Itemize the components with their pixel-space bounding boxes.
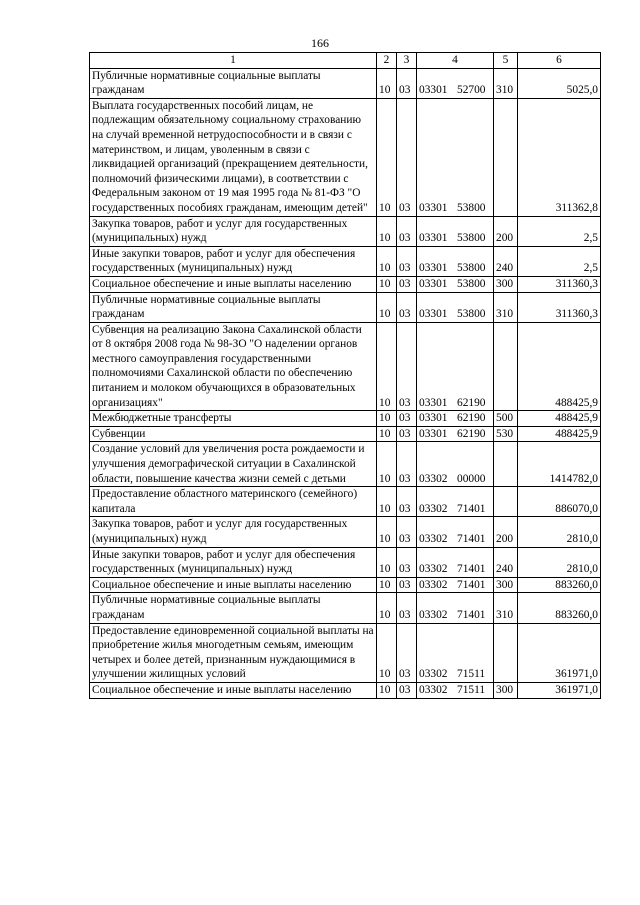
row-target-code-program: 03302 (419, 578, 448, 591)
row-target-code-item: 71511 (457, 668, 486, 681)
table-body (90, 68, 601, 698)
table-row (90, 593, 601, 623)
row-name: Иные закупки товаров, работ и услуг для обеспечения государственных (муниципальных) нужд (90, 547, 377, 577)
row-subsection: 03 (397, 68, 417, 98)
row-subsection: 03 (397, 623, 417, 682)
row-target-code-program: 03301 (419, 308, 448, 321)
row-expense-type: 310 (494, 68, 518, 98)
row-target-code-program: 03301 (419, 412, 448, 425)
row-subsection: 03 (397, 216, 417, 246)
row-name: Межбюджетные трансферты (90, 411, 377, 427)
row-subsection: 03 (397, 593, 417, 623)
row-expense-type: 300 (494, 577, 518, 593)
row-target-code (417, 487, 494, 517)
row-amount: 488425,9 (518, 322, 601, 411)
row-target-code (417, 426, 494, 442)
row-target-code-program: 03302 (419, 472, 448, 485)
table-row (90, 322, 601, 411)
row-target-code-item: 53800 (457, 262, 486, 275)
row-target-code (417, 517, 494, 547)
row-name: Выплата государственных пособий лицам, не подлежащим обязательному социальному страхованию на случай временной нетрудоспособности и в связи с материнством, и лицам, уволенным в связи с ликвидацией организаций (прекращением деятельности, полномочий физическими лицами), в соответствии с Федеральным законом от 19 мая 1995 года № 81-ФЗ "О государственных пособиях гражданам, имеющим детей" (90, 98, 377, 216)
row-amount: 488425,9 (518, 411, 601, 427)
row-amount: 311360,3 (518, 276, 601, 292)
row-target-code (417, 68, 494, 98)
row-section: 10 (377, 547, 397, 577)
row-target-code-item: 52700 (457, 84, 486, 97)
table-row (90, 547, 601, 577)
row-target-code (417, 216, 494, 246)
row-amount: 886070,0 (518, 487, 601, 517)
row-name: Закупка товаров, работ и услуг для государственных (муниципальных) нужд (90, 216, 377, 246)
row-section: 10 (377, 68, 397, 98)
row-target-code-item: 71511 (457, 683, 486, 696)
row-amount: 2,5 (518, 246, 601, 276)
row-target-code (417, 411, 494, 427)
row-subsection: 03 (397, 442, 417, 487)
row-section: 10 (377, 426, 397, 442)
row-section: 10 (377, 442, 397, 487)
row-target-code-item: 71401 (457, 502, 486, 515)
row-target-code (417, 98, 494, 216)
row-target-code-item: 71401 (457, 563, 486, 576)
row-section: 10 (377, 216, 397, 246)
row-target-code-item: 71401 (457, 578, 486, 591)
row-amount: 311360,3 (518, 292, 601, 322)
row-target-code-program: 03301 (419, 427, 448, 440)
row-target-code (417, 623, 494, 682)
row-target-code (417, 276, 494, 292)
row-subsection: 03 (397, 547, 417, 577)
row-target-code-program: 03302 (419, 608, 448, 621)
row-amount: 361971,0 (518, 682, 601, 698)
table-row (90, 276, 601, 292)
row-subsection: 03 (397, 577, 417, 593)
row-subsection: 03 (397, 246, 417, 276)
row-subsection: 03 (397, 292, 417, 322)
row-target-code-program: 03302 (419, 502, 448, 515)
row-amount: 883260,0 (518, 577, 601, 593)
row-target-code-program: 03302 (419, 533, 448, 545)
row-amount: 1414782,0 (518, 442, 601, 487)
row-name: Предоставление единовременной социальной выплаты на приобретение жилья многодетным семьям, имеющим четырех и более детей, признанным нуждающимися в улучшении жилищных условий (90, 623, 377, 682)
row-target-code-program: 03302 (419, 683, 448, 696)
table-row (90, 246, 601, 276)
row-name: Субвенция на реализацию Закона Сахалинской области от 8 октября 2008 года № 98-ЗО "О наделении органов местного самоуправления государственными полномочиями Сахалинской области по обеспечению питанием и молоком обучающихся в образовательных организациях" (90, 322, 377, 411)
row-expense-type (494, 623, 518, 682)
row-target-code (417, 442, 494, 487)
table-row (90, 442, 601, 487)
row-name: Социальное обеспечение и иные выплаты населению (90, 276, 377, 292)
table-row (90, 517, 601, 547)
row-amount: 5025,0 (518, 68, 601, 98)
row-target-code-program: 03301 (419, 262, 448, 275)
row-name: Субвенции (90, 426, 377, 442)
row-expense-type: 200 (494, 517, 518, 547)
table-row (90, 68, 601, 98)
row-amount: 2,5 (518, 216, 601, 246)
row-target-code-program: 03301 (419, 201, 448, 214)
header-col-5: 5 (494, 53, 518, 69)
row-name: Социальное обеспечение и иные выплаты населению (90, 682, 377, 698)
table-row (90, 98, 601, 216)
table-row (90, 682, 601, 698)
row-target-code-program: 03302 (419, 563, 448, 576)
row-section: 10 (377, 322, 397, 411)
budget-table (89, 52, 601, 699)
row-target-code-program: 03301 (419, 84, 448, 97)
row-section: 10 (377, 682, 397, 698)
row-expense-type (494, 442, 518, 487)
row-target-code (417, 292, 494, 322)
row-expense-type: 310 (494, 593, 518, 623)
row-target-code (417, 322, 494, 411)
row-subsection: 03 (397, 98, 417, 216)
row-target-code (417, 577, 494, 593)
row-expense-type: 530 (494, 426, 518, 442)
row-target-code (417, 246, 494, 276)
row-section: 10 (377, 623, 397, 682)
row-expense-type: 310 (494, 292, 518, 322)
header-col-2: 2 (377, 53, 397, 69)
row-target-code (417, 682, 494, 698)
row-section: 10 (377, 577, 397, 593)
row-name: Публичные нормативные социальные выплаты гражданам (90, 68, 377, 98)
row-name: Иные закупки товаров, работ и услуг для обеспечения государственных (муниципальных) нужд (90, 246, 377, 276)
header-col-6: 6 (518, 53, 601, 69)
row-target-code-item: 53800 (457, 277, 486, 290)
row-expense-type: 240 (494, 246, 518, 276)
row-subsection: 03 (397, 426, 417, 442)
row-amount: 883260,0 (518, 593, 601, 623)
row-target-code-item: 62190 (457, 412, 486, 425)
row-expense-type (494, 98, 518, 216)
row-expense-type: 300 (494, 682, 518, 698)
row-subsection: 03 (397, 517, 417, 547)
row-expense-type (494, 487, 518, 517)
row-section: 10 (377, 292, 397, 322)
row-target-code (417, 547, 494, 577)
row-amount: 361971,0 (518, 623, 601, 682)
row-target-code-program: 03302 (419, 668, 448, 681)
row-target-code-item: 53800 (457, 308, 486, 321)
row-amount: 2810,0 (518, 547, 601, 577)
table-row (90, 411, 601, 427)
row-subsection: 03 (397, 487, 417, 517)
row-target-code-item: 71401 (457, 608, 486, 621)
row-name: Создание условий для увеличения роста рождаемости и улучшения демографической ситуации в Сахалинской области, повышение качества жизни семей с детьми (90, 442, 377, 487)
page-number: 166 (311, 36, 329, 50)
row-amount: 2810,0 (518, 517, 601, 547)
row-subsection: 03 (397, 276, 417, 292)
row-section: 10 (377, 593, 397, 623)
row-subsection: 03 (397, 682, 417, 698)
table-row (90, 487, 601, 517)
row-target-code-program: 03301 (419, 232, 448, 245)
row-target-code-item: 53800 (457, 232, 486, 245)
row-target-code-item: 62190 (457, 396, 486, 409)
table-row (90, 426, 601, 442)
row-subsection: 03 (397, 322, 417, 411)
row-section: 10 (377, 487, 397, 517)
row-section: 10 (377, 246, 397, 276)
row-expense-type: 500 (494, 411, 518, 427)
header-col-1: 1 (90, 53, 377, 69)
header-col-4: 4 (417, 53, 494, 69)
table-header-row (90, 53, 601, 69)
row-target-code-item: 53800 (457, 201, 486, 214)
row-section: 10 (377, 411, 397, 427)
table-row (90, 216, 601, 246)
row-name: Социальное обеспечение и иные выплаты населению (90, 577, 377, 593)
row-target-code-item: 00000 (457, 472, 486, 485)
row-target-code-program: 03301 (419, 396, 448, 409)
row-amount: 488425,9 (518, 426, 601, 442)
row-section: 10 (377, 276, 397, 292)
row-target-code (417, 593, 494, 623)
row-expense-type: 240 (494, 547, 518, 577)
row-target-code-program: 03301 (419, 277, 448, 290)
table-row (90, 623, 601, 682)
row-section: 10 (377, 98, 397, 216)
row-name: Публичные нормативные социальные выплаты гражданам (90, 292, 377, 322)
row-target-code-item: 62190 (457, 427, 486, 440)
row-name: Закупка товаров, работ и услуг для государственных (муниципальных) нужд (90, 517, 377, 547)
row-subsection: 03 (397, 411, 417, 427)
row-expense-type: 300 (494, 276, 518, 292)
row-expense-type (494, 322, 518, 411)
row-expense-type: 200 (494, 216, 518, 246)
table-row (90, 292, 601, 322)
header-col-3: 3 (397, 53, 417, 69)
row-target-code-item: 71401 (457, 533, 486, 545)
row-amount: 311362,8 (518, 98, 601, 216)
row-name: Публичные нормативные социальные выплаты гражданам (90, 593, 377, 623)
table-row (90, 577, 601, 593)
row-name: Предоставление областного материнского (семейного) капитала (90, 487, 377, 517)
row-section: 10 (377, 517, 397, 547)
